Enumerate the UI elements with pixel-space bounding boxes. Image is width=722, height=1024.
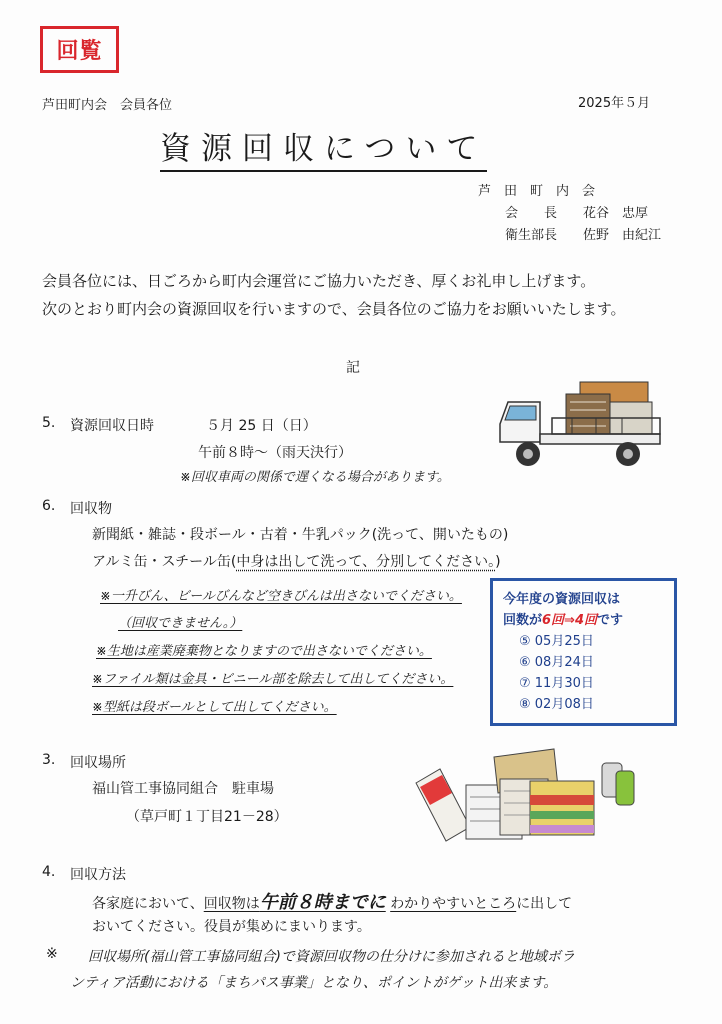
method-location: わかりやすいところ bbox=[390, 896, 517, 912]
infobox-date: ⑧ 02月08日 bbox=[519, 697, 594, 712]
bottle-note-sub: （回収できません。） bbox=[118, 616, 243, 631]
circulation-stamp: 回覧 bbox=[40, 26, 119, 73]
infobox-count-label: 回数が bbox=[503, 613, 543, 628]
method-line-2: おいてください。役員が集めにまいります。 bbox=[92, 919, 371, 935]
items-line-2 bbox=[92, 551, 501, 571]
footer-line-2: ンティア活動における「まちパス事業」となり、ポイントがゲット出来ます。 bbox=[70, 975, 558, 991]
footer-mark: ※ bbox=[46, 946, 58, 962]
sender-sanitation-head: 衛生部長 佐野 由紀江 bbox=[505, 228, 662, 243]
method-line-1 bbox=[92, 888, 572, 914]
truck-illustration bbox=[492, 380, 664, 472]
infobox-date: ⑥ 08月24日 bbox=[519, 655, 594, 670]
wash-and-sort-instruction: 中身は出して洗って、分別してください。 bbox=[236, 554, 496, 570]
deadline-time: 午前８時までに bbox=[259, 892, 386, 913]
infobox-count-suffix: です bbox=[597, 613, 624, 628]
delay-note: ※回収車両の関係で遅くなる場合があります。 bbox=[180, 470, 450, 485]
sender-president: 会 長 花谷 忠厚 bbox=[505, 206, 649, 221]
sender-org: 芦 田 町 内 会 bbox=[478, 184, 596, 199]
section3-number: 3. bbox=[42, 752, 56, 768]
items-line-1: 新聞紙・雑誌・段ボール・古着・牛乳パック(洗って、開いたもの) bbox=[92, 527, 509, 543]
infobox-date: ⑦ 11月30日 bbox=[519, 676, 594, 691]
file-note: ※ファイル類は金具・ビニール部を除去して出してください。 bbox=[92, 672, 454, 687]
recipient-line: 芦田町内会 会員各位 bbox=[42, 98, 173, 113]
footer-line-1: 回収場所(福山管工事協同組合)で資源回収物の仕分けに参加されると地域ボラ bbox=[88, 949, 575, 965]
infobox-date: ⑤ 05月25日 bbox=[519, 634, 594, 649]
infobox-line-1: 今年度の資源回収は bbox=[503, 592, 621, 607]
issue-date: 2025年５月 bbox=[578, 96, 651, 111]
section2-label: 回収物 bbox=[70, 501, 112, 517]
infobox-line-2 bbox=[503, 610, 674, 631]
collection-address: （草戸町１丁目21－28） bbox=[126, 809, 288, 825]
fabric-note: ※生地は産業廃棄物となりますので出さないでください。 bbox=[96, 644, 432, 659]
collection-date: ５月 25 日（日） bbox=[206, 418, 317, 434]
page-title: 資源回収について bbox=[160, 123, 487, 172]
section1-label: 資源回収日時 bbox=[70, 418, 154, 434]
collection-place: 福山管工事協同組合 駐車場 bbox=[92, 781, 274, 797]
schedule-info-box bbox=[490, 578, 677, 726]
intro-line-1: 会員各位には、日ごろから町内会運営にご協力いただき、厚くお礼申し上げます。 bbox=[42, 272, 596, 290]
section3-label: 回収場所 bbox=[70, 755, 126, 771]
bottle-note: ※一升びん、ビールびんなど空きびんは出さないでください。 bbox=[100, 589, 462, 604]
section1-number: 5. bbox=[42, 415, 56, 431]
section4-label: 回収方法 bbox=[70, 867, 126, 883]
recyclables-illustration bbox=[412, 735, 648, 847]
ki-heading: 記 bbox=[346, 360, 360, 376]
method-prefix: 各家庭において、 bbox=[92, 896, 204, 912]
infobox-count-change: 6回⇒4回 bbox=[542, 613, 597, 628]
section2-number: 6. bbox=[42, 498, 56, 514]
collection-time: 午前８時～（雨天決行） bbox=[198, 445, 352, 461]
items-line-2-prefix: アルミ缶・スチール缶( bbox=[92, 554, 237, 570]
method-suffix: に出して bbox=[516, 896, 573, 912]
intro-line-2: 次のとおり町内会の資源回収を行いますので、会員各位のご協力をお願いいたします。 bbox=[42, 300, 626, 318]
method-items: 回収物は bbox=[203, 896, 260, 912]
pattern-paper-note: ※型紙は段ボールとして出してください。 bbox=[92, 700, 337, 715]
section4-number: 4. bbox=[42, 864, 56, 880]
items-line-2-suffix: ) bbox=[495, 554, 501, 570]
